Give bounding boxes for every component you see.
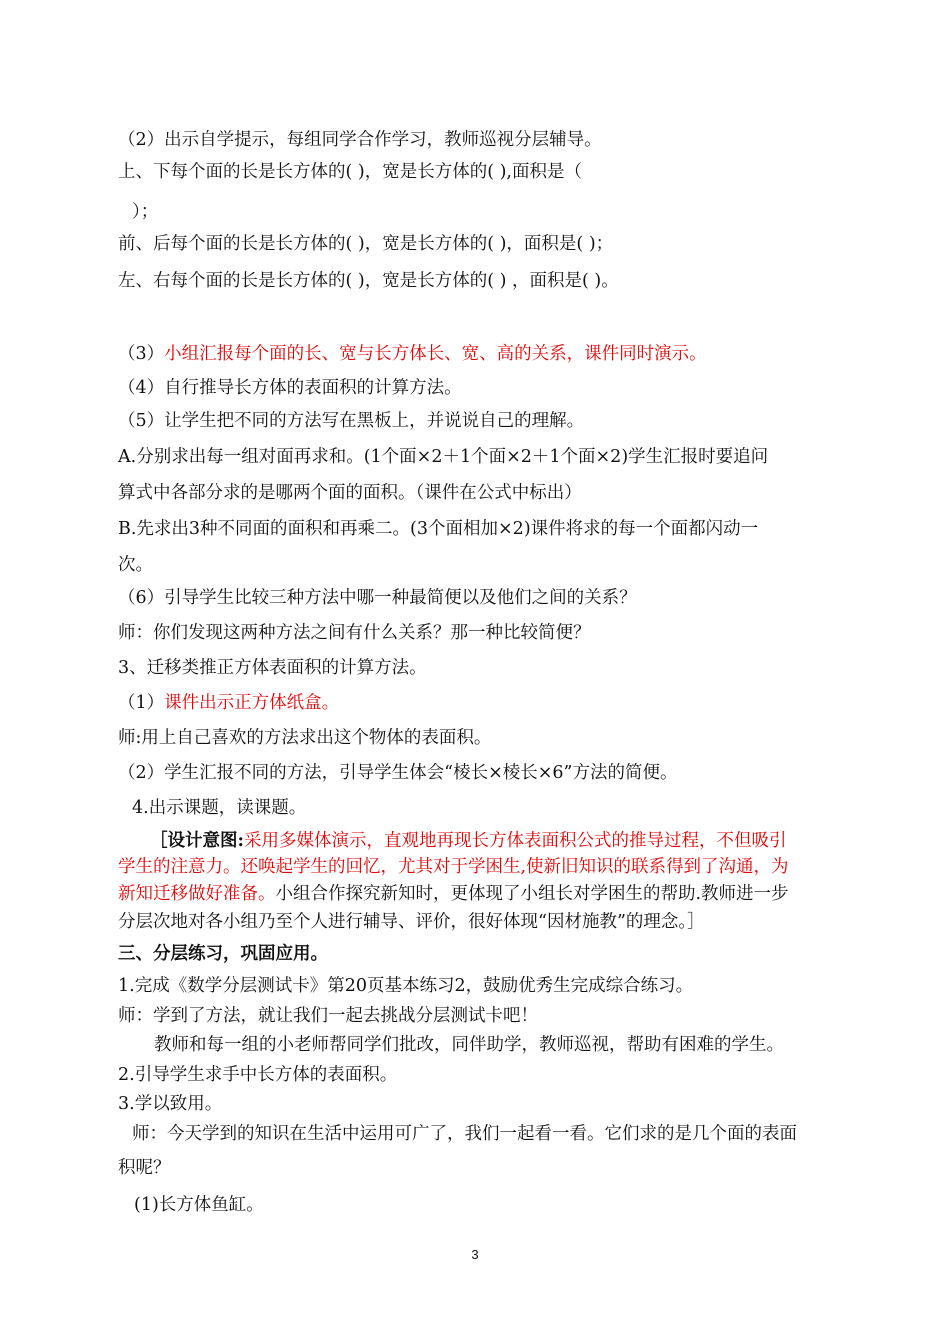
text-line: （5）让学生把不同的方法写在黑板上，并说说自己的理解。 [118, 411, 585, 431]
text-line: 左、右每个面的长是长方体的( )，宽是长方体的( ) ，面积是( )。 [118, 271, 619, 291]
text-line: （2）学生汇报不同的方法，引导学生体会“棱长×棱长×6”方法的简便。 [118, 763, 678, 783]
highlighted-text: 学生的注意力。还唤起学生的回忆，尤其对于学困生,使新旧知识的联系得到了沟通，为 [118, 857, 789, 877]
text-line: （6）引导学生比较三种方法中哪一种最简便以及他们之间的关系？ [118, 588, 637, 608]
highlighted-text: 采用多媒体演示，直观地再现长方体表面积公式的推导过程，不但吸引 [243, 831, 787, 851]
text-line: 师:用上自己喜欢的方法求出这个物体的表面积。 [118, 728, 492, 748]
text-line: ）； [132, 202, 159, 222]
text-line: 3、迁移类推正方体表面积的计算方法。 [118, 658, 427, 678]
highlighted-text: 新知迁移做好准备。 [118, 884, 276, 904]
item-number: （1） [118, 693, 165, 713]
text-line: 次。 [118, 555, 153, 575]
text-line: 师：学到了方法，就让我们一起去挑战分层测试卡吧！ [118, 1006, 538, 1026]
text-line: B.先求出3种不同面的面积和再乘二。(3个面相加×2)课件将求的每一个面都闪动一 [118, 519, 759, 539]
text-line: 教师和每一组的小老师帮同学们批改，同伴助学，教师巡视，帮助有困难的学生。 [154, 1035, 784, 1055]
design-intent-line [150, 829, 786, 853]
text-line [118, 882, 789, 906]
text-line [118, 691, 339, 715]
text-line [118, 342, 707, 366]
page-number: 3 [471, 1247, 479, 1262]
plain-text: 小组合作探究新知时，更体现了小组长对学困生的帮助.教师进一步 [275, 884, 789, 904]
section-heading: 三、分层练习，巩固应用。 [118, 944, 328, 964]
text-line: （2）出示自学提示，每组同学合作学习，教师巡视分层辅导。 [118, 130, 602, 150]
text-line: 算式中各部分求的是哪两个面的面积。（课件在公式中标出） [118, 483, 582, 503]
text-line: 师：你们发现这两种方法之间有什么关系？那一种比较简便？ [118, 623, 591, 643]
text-line: 师：今天学到的知识在生活中运用可广了，我们一起看一看。它们求的是几个面的表面 [132, 1124, 797, 1144]
highlighted-text: 小组汇报每个面的长、宽与长方体长、宽、高的关系，课件同时演示。 [164, 344, 707, 364]
item-number: （3） [118, 344, 165, 364]
highlighted-text: 课件出示正方体纸盒。 [164, 693, 340, 713]
text-line: 积呢？ [118, 1158, 171, 1178]
text-line: 1.完成《数学分层测试卡》第20页基本练习2，鼓励优秀生完成综合练习。 [118, 976, 694, 996]
text-line: 分层次地对各小组乃至个人进行辅导、评价，很好体现“因材施教”的理念。］ [118, 912, 705, 932]
text-line: 前、后每个面的长是长方体的( )，宽是长方体的( )，面积是( )； [118, 234, 614, 254]
text-line: A.分别求出每一组对面再求和。(1个面×2＋1个面×2＋1个面×2)学生汇报时要追问 [118, 447, 769, 467]
text-line: 上、下每个面的长是长方体的( )，宽是长方体的( ),面积是（ [118, 162, 582, 182]
text-line: 2.引导学生求手中长方体的表面积。 [118, 1065, 398, 1085]
text-line: (1)长方体鱼缸。 [134, 1195, 264, 1215]
text-line: 4.出示课题，读课题。 [132, 798, 307, 818]
design-intent-label: ［设计意图: [150, 831, 244, 851]
text-line: 3.学以致用。 [118, 1094, 223, 1114]
text-line: （4）自行推导长方体的表面积的计算方法。 [118, 378, 462, 398]
